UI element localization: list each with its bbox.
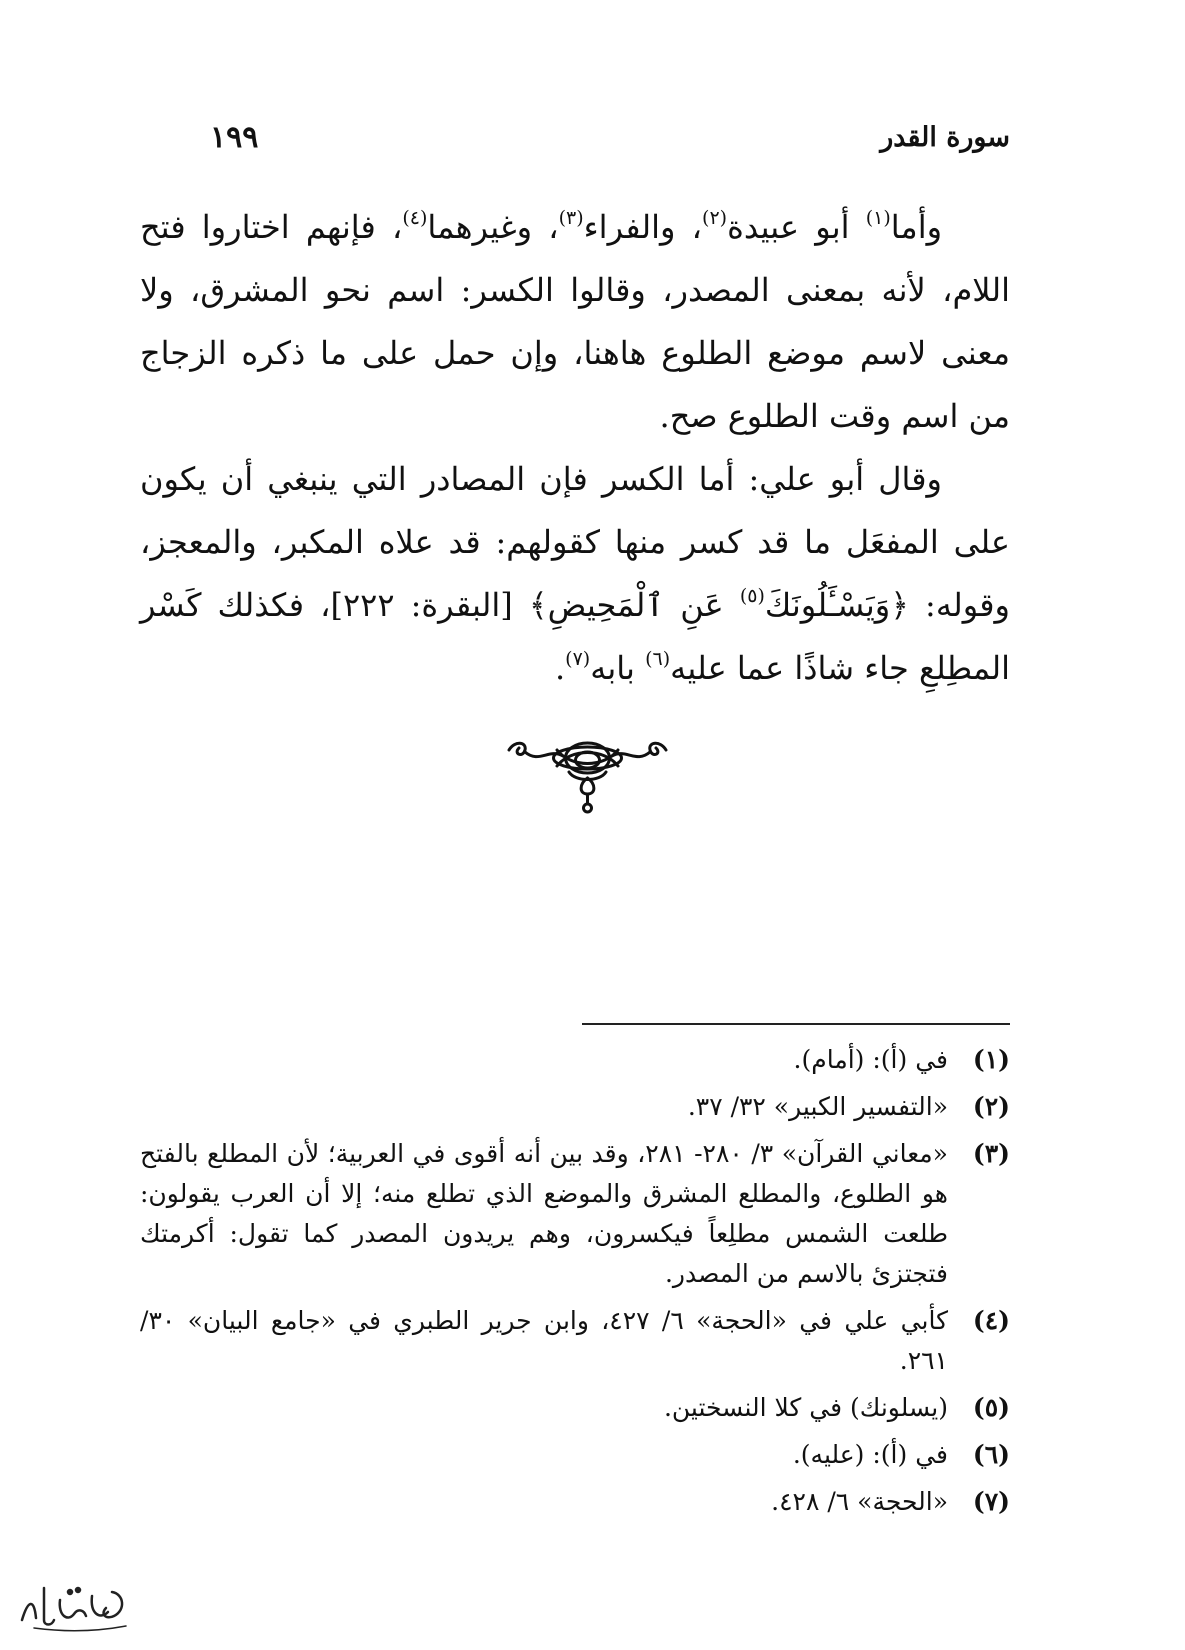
footnote-text: «معاني القرآن» ٣/ ٢٨٠- ٢٨١، وقد بين أنه أقوى في العربية؛ لأن المطلع بالفتح هو الطلوع، والمطلع المشرق والموضع الذي تطلع منه؛ إلا أن العرب يقولون: طلعت الشمس مطلِعاً فيكسرون، وهم يريدون المصدر كما تقول: أكرمتك فتجتزئ بالاسم من المصدر. (140, 1139, 948, 1288)
text-span: وقال أبو علي: أما الكسر فإن المصادر التي ينبغي أن يكون على المفعَل ما قد كسر منها كقولهم: قد علاه المكبر، والمعجز، وقوله: ﴿وَيَسْـَٔلُونَكَ (140, 460, 1011, 624)
calligraphy-stamp-logo (14, 1570, 134, 1638)
footnote-ref: (٥) (739, 585, 765, 607)
paragraph-2 (140, 448, 1010, 700)
text-span: بابه (590, 649, 646, 687)
paragraph-1 (140, 196, 1010, 448)
footnote-ref: (٧) (565, 648, 591, 670)
surah-title: سورة القدر (880, 122, 1010, 153)
main-text (140, 196, 1010, 700)
footnote-text: «التفسير الكبير» ٣٢/ ٣٧. (687, 1092, 948, 1121)
text-span: ، وغيرهما (427, 208, 559, 246)
footnote-text: «الحجة» ٦/ ٤٢٨. (771, 1487, 948, 1516)
footnote-7 (140, 1482, 1010, 1522)
footnote-text: كأبي علي في «الحجة» ٦/ ٤٢٧، وابن جرير الطبري في «جامع البيان» ٣٠/ ٢٦١. (140, 1306, 948, 1375)
footnote-4 (140, 1301, 1010, 1381)
footnote-ref: (٦) (645, 648, 671, 670)
footnote-text: (يسلونك) في كلا النسختين. (663, 1393, 948, 1422)
footnote-number: (٧) (972, 1487, 1010, 1516)
footnote-number: (٢) (972, 1092, 1010, 1121)
footnote-separator (582, 1023, 1010, 1025)
footnote-number: (٣) (972, 1139, 1010, 1168)
text-span: ، والفراء (583, 208, 703, 246)
footnote-5 (140, 1388, 1010, 1428)
footnote-ref: (٣) (558, 207, 584, 229)
fleuron-ornament-icon (505, 738, 670, 818)
text-span: عَنِ ٱلْمَحِيضِ﴾ [البقرة: ٢٢٢]، فكذلك كَسْر المطِلعِ جاء شاذًا عما عليه (140, 586, 1010, 687)
footnote-ref: (٤) (402, 207, 428, 229)
footnote-ref: (١) (865, 207, 891, 229)
footnote-1 (140, 1040, 1010, 1080)
footnote-2 (140, 1087, 1010, 1127)
footnote-number: (١) (972, 1045, 1010, 1074)
footnotes (140, 1040, 1010, 1529)
footnote-ref: (٢) (702, 207, 728, 229)
page-number: ١٩٩ (210, 120, 259, 155)
text-span: ، فإنهم اختاروا فتح اللام، لأنه بمعنى المصدر، وقالوا الكسر: اسم نحو المشرق، ولا معنى لاسم موضع الطلوع هاهنا، وإن حمل على ما ذكره الزجاج من اسم وقت الطلوع صح. (140, 208, 1010, 435)
footnote-number: (٤) (972, 1306, 1010, 1335)
text-span: . (554, 649, 566, 687)
footnote-number: (٦) (972, 1440, 1010, 1469)
text-span: وأما (890, 208, 943, 246)
page-header (190, 118, 1010, 168)
footnote-3 (140, 1134, 1010, 1294)
footnote-number: (٥) (972, 1393, 1010, 1422)
footnote-6 (140, 1435, 1010, 1475)
footnote-text: في (أ): (عليه). (792, 1440, 948, 1469)
text-span: أبو عبيدة (727, 208, 866, 246)
footnote-text: في (أ): (أمام). (793, 1045, 948, 1074)
